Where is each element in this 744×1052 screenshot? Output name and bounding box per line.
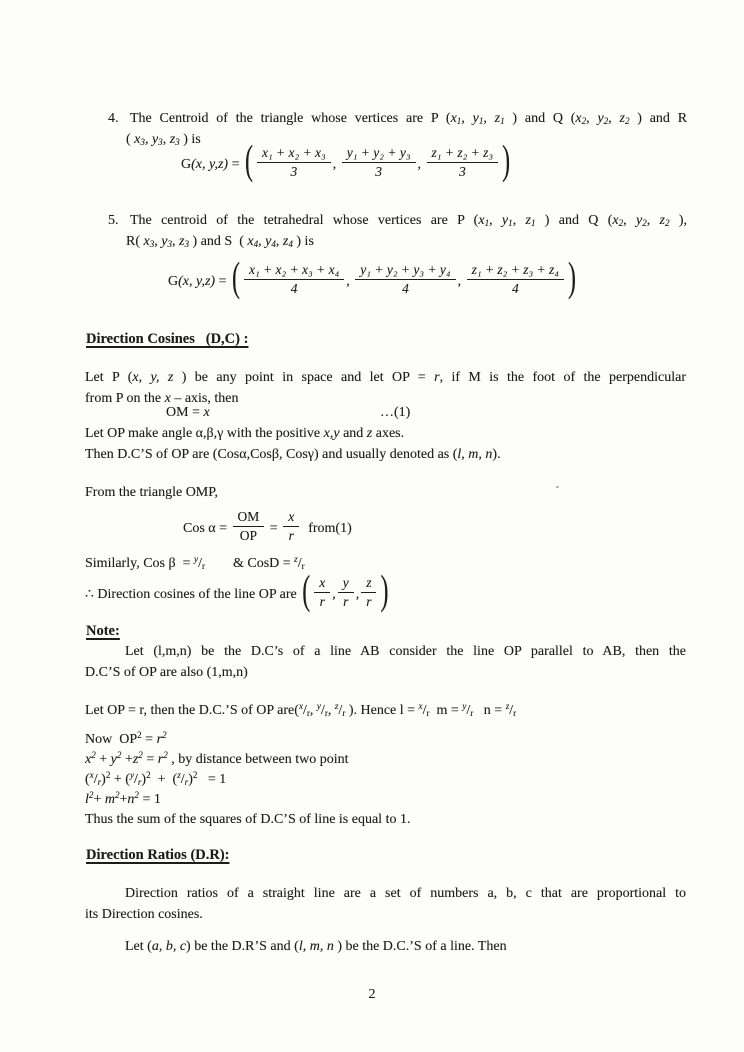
direction-cosines-result-line: ∴ Direction cosines of the line OP are ( $\frac{x}{r}$ , $\frac{y}{r}$ , $\frac{z}{r}$ ) [85, 569, 389, 614]
note-paragraph-line2: D.C’S of OP are also (1,m,n) [85, 665, 248, 680]
list-item-4-marker: 4. [108, 111, 119, 126]
equation-reference-1: …(1) [380, 405, 411, 420]
thus-conclusion-line: Thus the sum of the squares of D.C’S of line is equal to 1. [85, 812, 411, 827]
centroid-triangle-formula: G(x, y,z) = ( $\frac{\text{x₁ + x₂ + x₃}}{3}$ , $\frac{\text{y₁ + y₂ + y₃}}{3}$ , $\frac{\text{z₁ + z₂ + z₃}}{3}$ ) [181, 139, 511, 184]
list-item-4-text-line2: ( $x_3$, $y_3$, $z_3$ ) is [126, 132, 201, 147]
cos-alpha-formula: Cos α = $\frac{OM}{OP}$ = $\frac{x}{r}$ from(1) [183, 509, 352, 544]
similarly-cos-beta-line: Similarly, Cos $\beta = ^y/_r$ & CosD = $^z/_r$ [85, 554, 305, 571]
lmn-squared-line: $l^2+ m^2+n^2 = 1$ [85, 790, 161, 807]
list-item-4-text-line1: The Centroid of the triangle whose vertices are P ($x_1$, $y_1$, $z_1$ ) and Q ($x_2$, $y_2$, $z_2$ ) and R [130, 111, 688, 126]
note-heading: Note: [86, 623, 120, 639]
dc-paragraph-line1: Let P (x, y, z ) be any point in space and let OP = r, if M is the foot of the perpendicular [85, 370, 687, 385]
note-paragraph-line1: Let (l,m,n) be the D.C’s of a line AB consider the line OP parallel to AB, then the [125, 644, 686, 659]
centroid-tetrahedral-formula: G(x, y,z) = ( $\frac{\text{x₁ + x₂ + x₃ + x₄}}{4}$ , $\frac{\text{y₁ + y₂ + y₃ + y₄}}{4}$ , $\frac{\text{z₁ + z₂ + z₃ + z₄}}{4}$ ) [168, 256, 576, 301]
dc-paragraph-line2: from P on the x – axis, then [85, 391, 239, 406]
direction-ratios-heading: Direction Ratios (D.R): [86, 847, 230, 863]
dc-angles-line: Let OP make angle α,β,γ with the positive x,y and z axes. [85, 426, 405, 441]
list-item-5-text-line2: R( $x_3$, $y_3$, $z_3$ ) and S ( $x_4$, $y_4$, $z_4$ ) is [126, 234, 314, 249]
dr-paragraph-line2: its Direction cosines. [85, 907, 203, 922]
page-number: 2 [368, 987, 376, 1002]
scan-speck [556, 486, 559, 488]
dc-denoted-line: Then D.C’S of OP are (Cosα,Cosβ, Cosγ) and usually denoted as (l, m, n). [85, 447, 501, 462]
list-item-5-text-line1: The centroid of the tetrahedral whose vertices are P ($x_1$, $y_1$, $z_1$ ) and Q ($x_2$, $y_2$, $z_2$ ), [130, 213, 688, 228]
squares-sum-line: $(^x/_r)^2 + (^y/_r)^2 + (^z/_r)^2 = 1$ [85, 770, 227, 787]
list-item-5-marker: 5. [108, 213, 119, 228]
op-dcs-line: Let OP = r, then the D.C.’S of OP $are(^x/_r$, $^y/_r$, $^z/_r$ ). Hence $l = ^x/_r$ $m = ^y/_r$ $n = ^z/_r$ [85, 701, 517, 718]
dr-paragraph-line1: Direction ratios of a straight line are a set of numbers a, b, c that are proportional to [125, 886, 686, 901]
now-op-squared-line: Now $OP^2 = r^2$ [85, 730, 167, 747]
om-equation: OM = x [166, 405, 210, 420]
distance-formula-line: $x^2 + y^2 +z^2 = r^2$ , by distance between two point [85, 750, 349, 767]
direction-cosines-heading: Direction Cosines (D,C) : [86, 331, 249, 347]
dr-let-line: Let (a, b, c) be the D.R’S and (l, m, n ) be the D.C.’S of a line. Then [125, 939, 507, 954]
triangle-omp-line: From the triangle OMP, [85, 485, 218, 500]
